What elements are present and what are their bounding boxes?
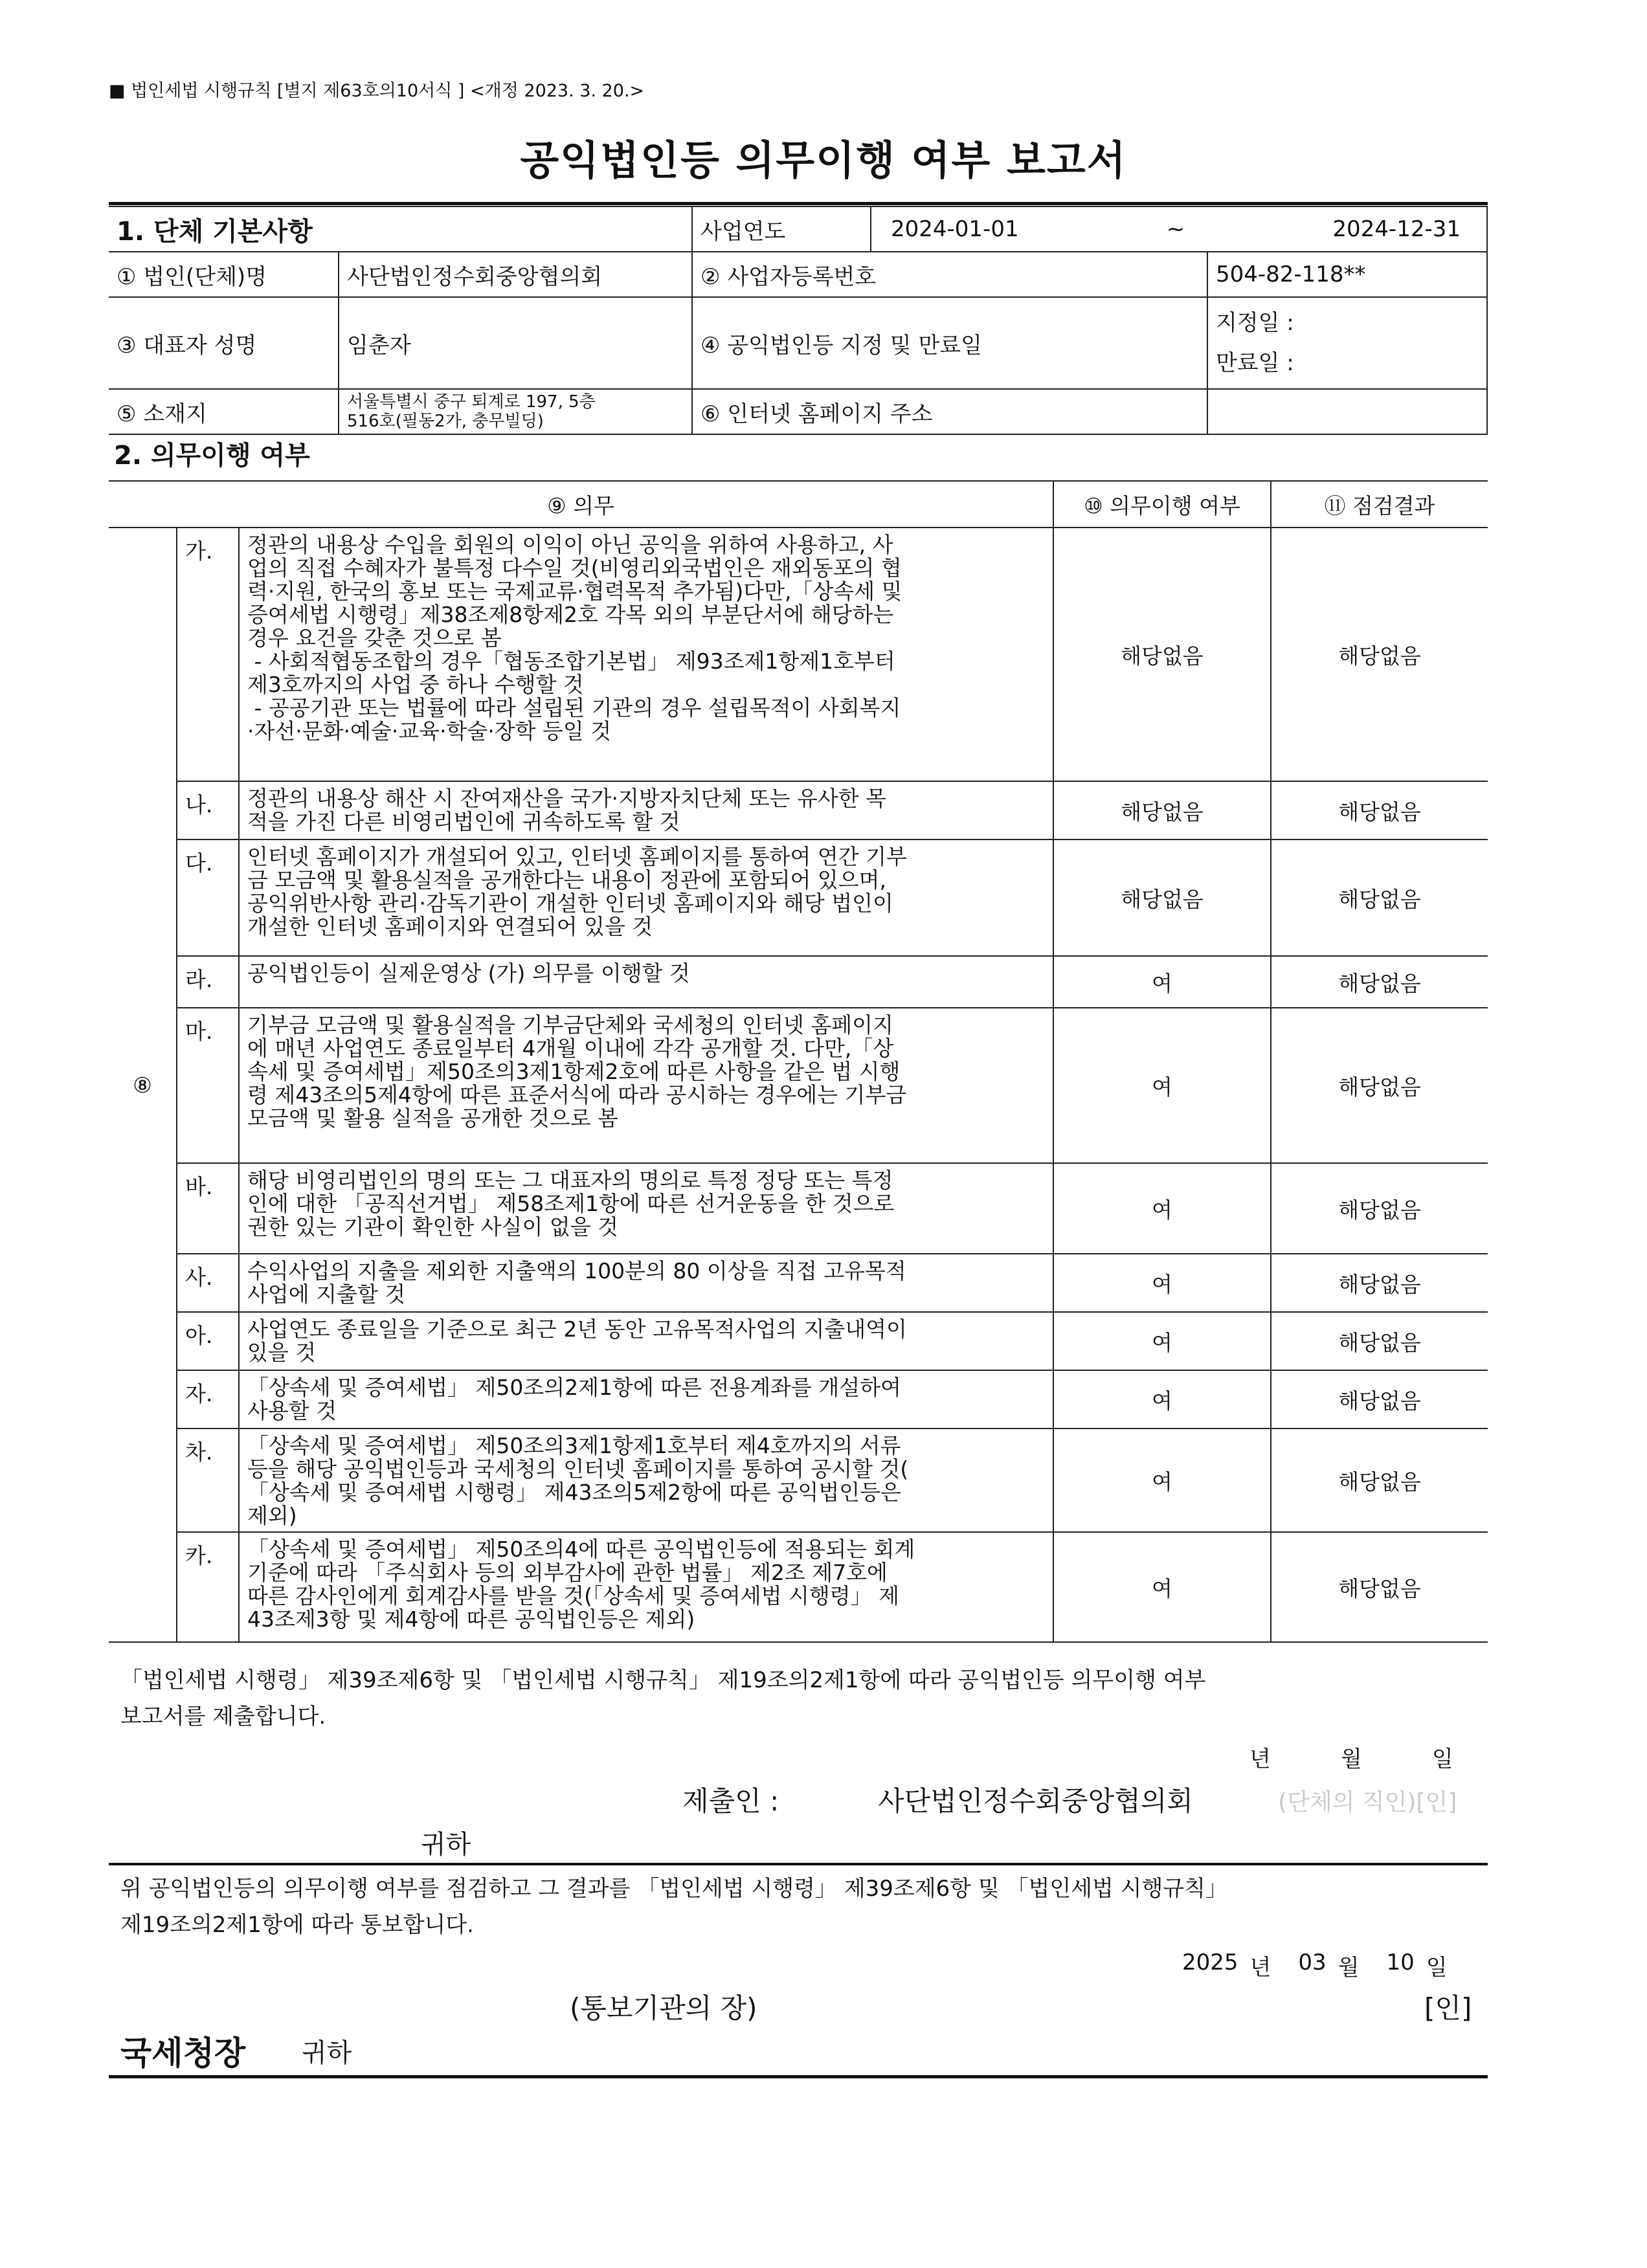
duty-text-line: 수익사업의 지출을 제외한 지출액의 100분의 80 이상을 직접 고유목적 <box>247 1258 906 1284</box>
duty-text-line: - 공공기관 또는 법률에 따라 설립된 기관의 경우 설립목적이 사회복지 <box>247 695 901 720</box>
duty-row <box>109 1312 1488 1370</box>
duty-letter: 아. <box>177 1312 239 1370</box>
duty-text <box>239 839 1053 956</box>
notice-month-unit: 월 <box>1338 1955 1360 1981</box>
address-value <box>339 389 692 434</box>
duty-text-line: 사용할 것 <box>247 1398 337 1423</box>
fiscal-year-label: 사업연도 <box>692 206 871 252</box>
result-value: 해당없음 <box>1271 1163 1488 1254</box>
rep-value: 임춘자 <box>339 297 692 389</box>
rep-label: ③ 대표자 성명 <box>109 297 339 389</box>
compliance-value: 여 <box>1053 1370 1271 1429</box>
compliance-value: 여 <box>1053 1008 1271 1163</box>
document-title: 공익법인등 의무이행 여부 보고서 <box>520 137 1127 184</box>
submitter-stamp-hint: (단체의 직인)[인] <box>1278 1789 1457 1816</box>
duty-text-line: 「상속세 및 증여세법」 제50조의4에 따른 공익법인등에 적용되는 회계 <box>247 1537 915 1562</box>
compliance-value: 해당없음 <box>1053 781 1271 839</box>
notice-line1: 위 공익법인등의 의무이행 여부를 점검하고 그 결과를 「법인세법 시행령」 제39조제6항 및 「법인세법 시행규칙」 <box>120 1876 1228 1902</box>
duty-letter: 마. <box>177 1008 239 1163</box>
duty-text <box>239 1008 1053 1163</box>
duty-text-line: 「상속세 및 증여세법」 제50조의3제1항제1호부터 제4호까지의 서류 <box>247 1433 901 1458</box>
duty-text-line: 속세 및 증여세법」제50조의3제1항제2호에 따른 사항을 같은 법 시행 <box>247 1059 901 1084</box>
duty-rows <box>109 528 1488 1642</box>
result-value: 해당없음 <box>1271 1429 1488 1532</box>
notice-year-unit: 년 <box>1249 1955 1272 1981</box>
duty-text-line: 적을 가진 다른 비영리법인에 귀속하도록 할 것 <box>247 809 680 834</box>
section1-title: 1. 단체 기본사항 <box>109 206 692 252</box>
submission-statement <box>120 1662 1205 1735</box>
statement-line2: 보고서를 제출합니다. <box>120 1704 326 1729</box>
compliance-value: 여 <box>1053 1254 1271 1312</box>
duty-text-line: - 사회적협동조합의 경우「협동조합기본법」 제93조제1항제1호부터 <box>247 649 895 674</box>
duty-table <box>109 480 1488 1643</box>
homepage-value <box>1207 389 1487 434</box>
duty-letter: 바. <box>177 1163 239 1254</box>
duty-text-line: 기준에 따라 「주식회사 등의 외부감사에 관한 법률」 제2조 제7호에 <box>247 1560 888 1585</box>
designation-dates <box>1207 297 1487 389</box>
duty-row <box>109 1532 1488 1642</box>
result-value: 해당없음 <box>1271 1008 1488 1163</box>
issuer-seal: [인] <box>1424 1992 1472 2024</box>
address-line2: 516호(필동2가, 충무빌딩) <box>347 412 544 431</box>
duty-text-line: 개설한 인터넷 홈페이지와 연결되어 있을 것 <box>247 914 653 939</box>
duty-text <box>239 1312 1053 1370</box>
duty-letter: 나. <box>177 781 239 839</box>
duty-row <box>109 1254 1488 1312</box>
duty-text-line: 사업연도 종료일을 기준으로 최근 2년 동안 고유목적사업의 지출내역이 <box>247 1317 907 1342</box>
bottom-rule <box>109 2075 1488 2078</box>
bizno-label: ② 사업자등록번호 <box>692 252 1207 297</box>
duty-text-line: 력·지원, 한국의 홍보 또는 국제교류·협력목적 추가됨)다만,「상속세 및 <box>247 579 902 604</box>
duty-row <box>109 1163 1488 1254</box>
result-value: 해당없음 <box>1271 1254 1488 1312</box>
compliance-value: 여 <box>1053 1532 1271 1642</box>
row-group-label: ⑧ <box>109 528 177 1642</box>
result-value: 해당없음 <box>1271 839 1488 956</box>
duty-text <box>239 1532 1053 1642</box>
duty-text-line: 령 제43조의5제4항에 따른 표준서식에 따라 공시하는 경우에는 기부금 <box>247 1082 907 1107</box>
compliance-value: 여 <box>1053 1163 1271 1254</box>
duty-text-line: 정관의 내용상 수입을 회원의 이익이 아닌 공익을 위하여 사용하고, 사 <box>247 532 893 557</box>
result-value: 해당없음 <box>1271 1370 1488 1429</box>
duty-text-line: 「상속세 및 증여세법」 제50조의2제1항에 따른 전용계좌를 개설하여 <box>247 1375 901 1400</box>
duty-text-line: ·자선·문화·예술·교육·학술·장학 등일 것 <box>247 718 612 744</box>
notice-line2: 제19조의2제1항에 따라 통보합니다. <box>120 1912 474 1938</box>
duty-text-line: 제외) <box>247 1503 297 1528</box>
duty-text <box>239 528 1053 781</box>
duty-text-line: 인에 대한 「공직선거법」 제58조제1항에 따른 선거운동을 한 것으로 <box>247 1191 895 1216</box>
duty-text-line: 제3호까지의 사업 중 하나 수행할 것 <box>247 672 584 697</box>
duty-text-line: 있을 것 <box>247 1340 317 1365</box>
duty-text-line: 따른 감사인에게 회계감사를 받을 것(「상속세 및 증여세법 시행령」 제 <box>247 1583 899 1608</box>
duty-text <box>239 1370 1053 1429</box>
duty-text <box>239 781 1053 839</box>
duty-text <box>239 1429 1053 1532</box>
duty-text-line: 공익위반사항 관리·감독기관이 개설한 인터넷 홈페이지와 해당 법인이 <box>247 891 893 916</box>
duty-row <box>109 528 1488 781</box>
duty-text-line: 해당 비영리법인의 명의 또는 그 대표자의 명의로 특정 정당 또는 특정 <box>247 1168 893 1193</box>
duty-text-line: 정관의 내용상 해산 시 잔여재산을 국가·지방자치단체 또는 유사한 목 <box>247 786 886 811</box>
duty-row <box>109 1429 1488 1532</box>
fiscal-year-range <box>871 206 1487 252</box>
basic-info-table <box>109 206 1488 435</box>
result-value: 해당없음 <box>1271 1312 1488 1370</box>
fiscal-end: 2024-12-31 <box>1332 216 1461 242</box>
duty-text-line: 금 모금액 및 활용실적을 공개한다는 내용이 정관에 포함되어 있으며, <box>247 867 886 893</box>
duty-text <box>239 1254 1053 1312</box>
designation-date-label: 지정일 : <box>1215 310 1294 336</box>
duty-text-line: 업의 직접 수혜자가 불특정 다수일 것(비영리외국법인은 재외동포의 협 <box>247 555 902 581</box>
statement-line1: 「법인세법 시행령」 제39조제6항 및 「법인세법 시행규칙」 제19조의2제1항에 따라 공익법인등 의무이행 여부 <box>120 1667 1206 1693</box>
compliance-value: 여 <box>1053 956 1271 1008</box>
notice-day: 10 <box>1386 1950 1415 1975</box>
duty-text-line: 사업에 지출할 것 <box>247 1282 406 1307</box>
fiscal-tilde: ~ <box>1166 216 1185 242</box>
col-result-header: ⑪ 점검결과 <box>1271 481 1488 528</box>
recipient-suffix: 귀하 <box>421 1830 471 1860</box>
duty-row <box>109 1370 1488 1429</box>
col-compliance-header: ⑩ 의무이행 여부 <box>1053 481 1271 528</box>
compliance-value: 해당없음 <box>1053 528 1271 781</box>
expiry-date-label: 만료일 : <box>1215 350 1294 376</box>
result-value: 해당없음 <box>1271 956 1488 1008</box>
duty-letter: 다. <box>177 839 239 956</box>
notice-month: 03 <box>1298 1950 1327 1975</box>
section2-title: 2. 의무이행 여부 <box>114 441 310 471</box>
duty-text-line: 공익법인등이 실제운영상 (가) 의무를 이행할 것 <box>247 961 690 986</box>
result-value: 해당없음 <box>1271 528 1488 781</box>
duty-text <box>239 1163 1053 1254</box>
result-value: 해당없음 <box>1271 1532 1488 1642</box>
form-header-note: ■ 법인세법 시행규칙 [별지 제63호의10서식 ] <개정 2023. 3. 20.> <box>109 81 645 101</box>
duty-letter: 라. <box>177 956 239 1008</box>
notice-day-unit: 일 <box>1426 1955 1448 1981</box>
bizno-value: 504-82-118** <box>1207 252 1487 297</box>
duty-letter: 카. <box>177 1532 239 1642</box>
notice-year: 2025 <box>1182 1950 1238 1975</box>
duty-letter: 차. <box>177 1429 239 1532</box>
duty-text-line: 「상속세 및 증여세법 시행령」 제43조의5제2항에 따른 공익법인등은 <box>247 1480 901 1505</box>
col-duty-header: ⑨ 의무 <box>109 481 1053 528</box>
notice-recipient-suffix: 귀하 <box>302 2038 352 2068</box>
top-rule <box>109 202 1488 205</box>
fiscal-start: 2024-01-01 <box>891 216 1019 242</box>
submitter-name: 사단법인정수회중앙협의회 <box>878 1785 1193 1817</box>
duty-row <box>109 781 1488 839</box>
address-label: ⑤ 소재지 <box>109 389 339 434</box>
compliance-value: 여 <box>1053 1312 1271 1370</box>
issuer: (통보기관의 장) <box>570 1992 757 2024</box>
notice-statement <box>120 1871 1227 1943</box>
notice-rule <box>109 1863 1488 1865</box>
notice-recipient: 국세청장 <box>120 2034 246 2072</box>
address-line1: 서울특별시 중구 퇴계로 197, 5층 <box>347 392 596 412</box>
submission-date-labels: 년 월 일 <box>1249 1746 1453 1772</box>
duty-row <box>109 1008 1488 1163</box>
duty-text-line: 등을 해당 공익법인등과 국세청의 인터넷 홈페이지를 통하여 공시할 것( <box>247 1456 909 1482</box>
designation-label: ④ 공익법인등 지정 및 만료일 <box>692 297 1207 389</box>
corp-name-value: 사단법인정수회중앙협의회 <box>339 252 692 297</box>
duty-text-line: 권한 있는 기관이 확인한 사실이 없을 것 <box>247 1214 618 1240</box>
duty-text-line: 경우 요건을 갖춘 것으로 봄 <box>247 625 502 650</box>
homepage-label: ⑥ 인터넷 홈페이지 주소 <box>692 389 1207 434</box>
duty-letter: 가. <box>177 528 239 781</box>
notice-date <box>1182 1950 1448 1981</box>
duty-text-line: 모금액 및 활용 실적을 공개한 것으로 봄 <box>247 1106 618 1131</box>
duty-text <box>239 956 1053 1008</box>
duty-text-line: 증여세법 시행령」제38조제8항제2호 각목 외의 부분단서에 해당하는 <box>247 602 894 627</box>
duty-text-line: 에 매년 사업연도 종료일부터 4개월 이내에 각각 공개할 것. 다만,「상 <box>247 1036 894 1061</box>
duty-text-line: 43조제3항 및 제4항에 따른 공익법인등은 제외) <box>247 1606 695 1632</box>
duty-letter: 사. <box>177 1254 239 1312</box>
compliance-value: 여 <box>1053 1429 1271 1532</box>
result-value: 해당없음 <box>1271 781 1488 839</box>
duty-text-line: 기부금 모금액 및 활용실적을 기부금단체와 국세청의 인터넷 홈페이지 <box>247 1012 893 1038</box>
corp-name-label: ① 법인(단체)명 <box>109 252 339 297</box>
compliance-value: 해당없음 <box>1053 839 1271 956</box>
duty-letter: 자. <box>177 1370 239 1429</box>
duty-row <box>109 839 1488 956</box>
duty-row <box>109 956 1488 1008</box>
submitter-label: 제출인 : <box>682 1785 779 1817</box>
duty-text-line: 인터넷 홈페이지가 개설되어 있고, 인터넷 홈페이지를 통하여 연간 기부 <box>247 844 907 869</box>
